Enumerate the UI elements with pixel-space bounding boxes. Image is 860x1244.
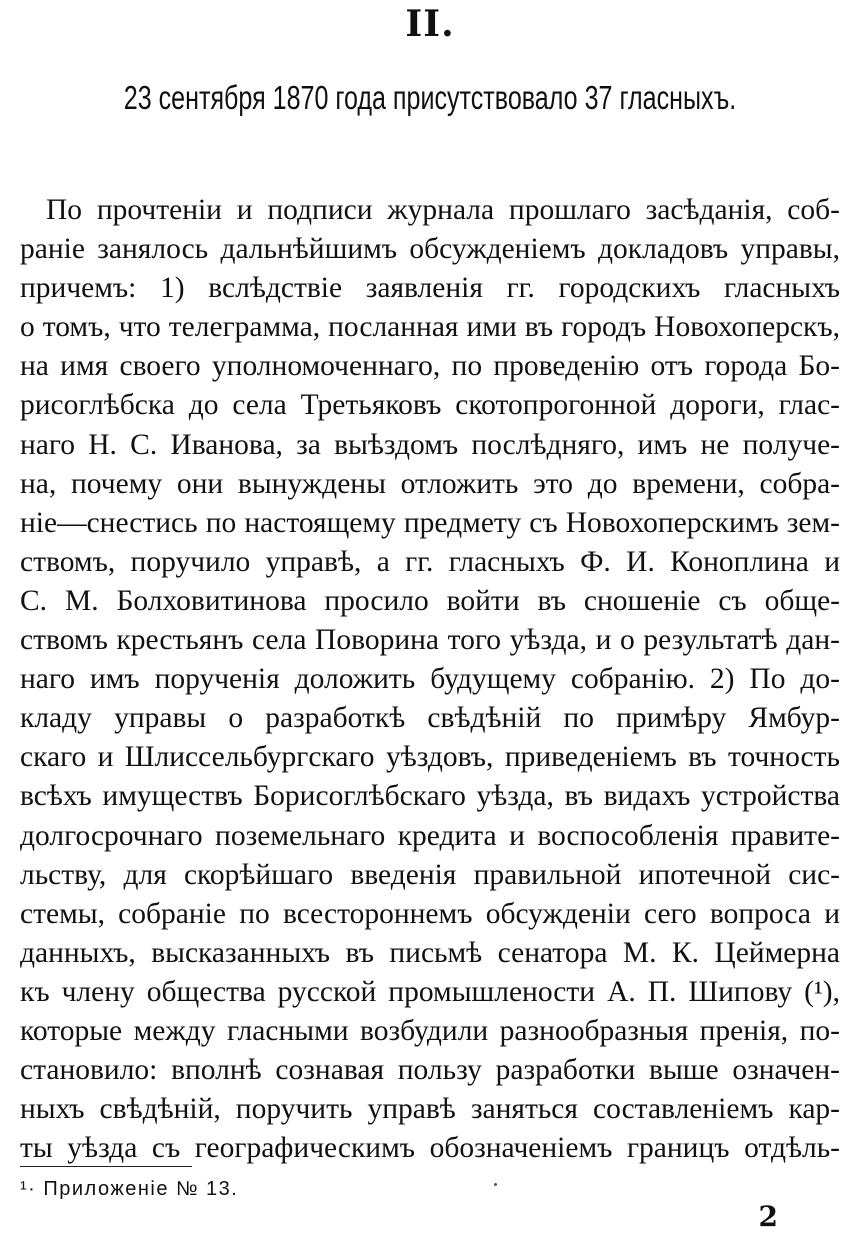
text-line: По прочтеніи и подписи журнала прошлаго засѣданія, соб- [46, 194, 840, 226]
text-line: къ члену общества русской промышлености А. П. Шипову (¹), [20, 975, 840, 1008]
print-speck [494, 1183, 497, 1186]
text-line: долгосрочнаго поземельнаго кредита и воспособленія правите- [20, 819, 840, 852]
footnote-divider [20, 1166, 192, 1167]
text-line: ныхъ свѣдѣній, поручить управѣ заняться составленіемъ кар- [20, 1093, 840, 1126]
session-heading: 23 сентября 1870 года присутствовало 37 гласныхъ. [123, 79, 737, 116]
text-line: скаго и Шлиссельбургскаго уѣздовъ, приведеніемъ въ точность [20, 741, 840, 774]
text-line: ты уѣзда съ географическимъ обозначеніемъ границъ отдѣль- [20, 1132, 840, 1165]
text-line: ніе—снестись по настоящему предмету съ Новохоперскимъ зем- [20, 506, 840, 539]
text-line: льству, для скорѣйшаго введенія правильной ипотечной сис- [20, 858, 840, 891]
page-number: 2 [758, 1200, 778, 1233]
text-line: на, почему они вынуждены отложить это до времени, собра- [20, 467, 840, 500]
text-line: становило: вполнѣ сознавая пользу разработки выше означен- [20, 1054, 840, 1087]
text-line: которые между гласными возбудили разнообразныя пренія, по- [20, 1014, 840, 1047]
text-line: раніе занялось дальнѣйшимъ обсужденіемъ докладовъ управы, [20, 233, 840, 266]
text-line: на имя своего уполномоченнаго, по проведенію отъ города Бо- [20, 350, 840, 383]
text-line: о томъ, что телеграмма, посланная ими въ городъ Новохоперскъ, [20, 311, 840, 344]
text-line: стемы, собраніе по всестороннемъ обсужденіи сего вопроса и [20, 897, 840, 930]
text-line: причемъ: 1) вслѣдствіе заявленія гг. городскихъ гласныхъ [20, 272, 840, 305]
body-paragraph [20, 191, 840, 1168]
text-line: С. М. Болховитинова просило войти въ сношеніе съ обще- [20, 584, 840, 617]
text-line: рисоглѣбска до села Третьяковъ скотопрогонной дороги, глас- [20, 389, 840, 422]
text-line: наго Н. С. Иванова, за выѣздомъ послѣдняго, имъ не получе- [20, 428, 840, 461]
text-line: данныхъ, высказанныхъ въ письмѣ сенатора М. К. Цеймерна [20, 936, 840, 969]
section-numeral: II. [405, 3, 455, 45]
text-line: кладу управы о разработкѣ свѣдѣній по примѣру Ямбур- [20, 702, 840, 735]
text-line: наго имъ порученія доложить будущему собранію. 2) По до- [20, 663, 840, 696]
text-line: ствомъ крестьянъ села Поворина того уѣзда, и о результатѣ дан- [20, 624, 840, 657]
text-line: ствомъ, поручило управѣ, а гг. гласныхъ Ф. И. Коноплина и [20, 545, 840, 578]
footnote: ¹· Приложеніе № 13. [20, 1178, 239, 1200]
text-line: всѣхъ имуществъ Борисоглѣбскаго уѣзда, въ видахъ устройства [20, 780, 840, 813]
